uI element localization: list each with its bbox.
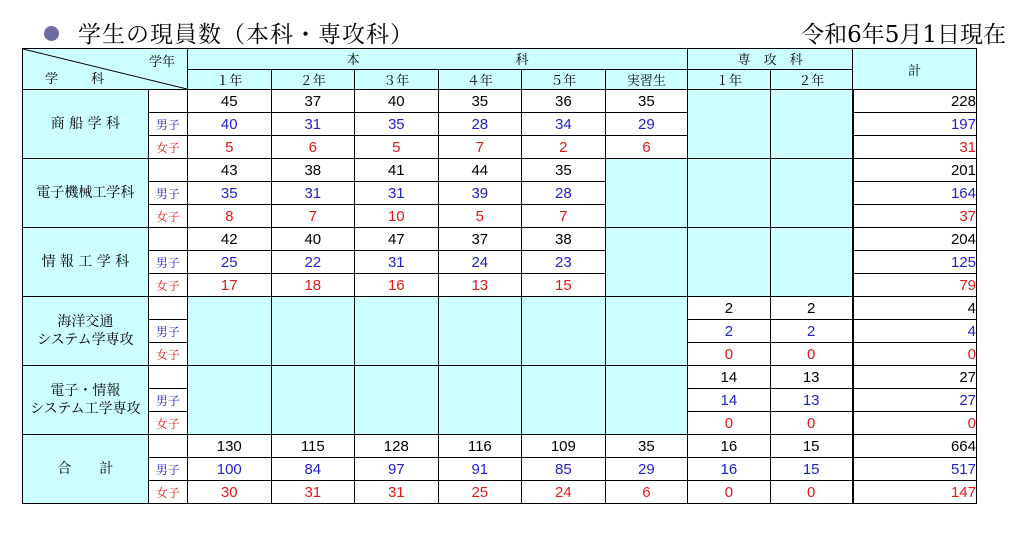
count-cell: 45: [188, 90, 272, 113]
department-name: [23, 297, 149, 366]
empty-cell: [522, 297, 606, 366]
table-row: [23, 481, 977, 504]
count-cell: 97: [355, 458, 439, 481]
count-cell: 24: [522, 481, 606, 504]
count-cell: 31: [355, 251, 439, 274]
col-header: １年: [188, 69, 272, 90]
table-row: [23, 458, 977, 481]
count-cell: 24: [438, 251, 522, 274]
count-cell: 116: [438, 435, 522, 458]
count-cell: 34: [522, 113, 606, 136]
total-cell: 204: [853, 228, 977, 251]
total-cell: 31: [853, 136, 977, 159]
count-cell: 37: [271, 90, 355, 113]
empty-cell: [770, 159, 853, 228]
count-cell: 42: [188, 228, 272, 251]
count-cell: 0: [688, 412, 771, 435]
count-cell: 31: [271, 481, 355, 504]
empty-cell: [271, 366, 355, 435]
department-name-line: 電子機械工学科: [36, 185, 135, 201]
count-cell: 7: [522, 205, 606, 228]
count-cell: 15: [770, 435, 853, 458]
department-name-line: システム工学専攻: [30, 401, 141, 417]
empty-cell: [770, 90, 853, 159]
department-name: [23, 90, 149, 159]
department-name: [23, 366, 149, 435]
count-cell: 2: [688, 320, 771, 343]
col-header: 実習生: [605, 69, 688, 90]
count-cell: 7: [271, 205, 355, 228]
count-cell: 6: [271, 136, 355, 159]
col-header: ４年: [438, 69, 522, 90]
department-name-line: 海洋交通: [57, 314, 114, 330]
count-cell: 109: [522, 435, 606, 458]
count-cell: 15: [770, 458, 853, 481]
table-body: [23, 90, 977, 504]
table-row: [23, 159, 977, 182]
count-cell: 14: [688, 366, 771, 389]
department-name: [23, 159, 149, 228]
sex-blank: [148, 297, 187, 320]
count-cell: 84: [271, 458, 355, 481]
empty-cell: [355, 366, 439, 435]
department-name-line: 電子・情報: [50, 383, 121, 399]
total-cell: 125: [853, 251, 977, 274]
table-row: [23, 228, 977, 251]
col-header: １年: [688, 69, 771, 90]
count-cell: 16: [688, 435, 771, 458]
count-cell: 0: [688, 343, 771, 366]
senkoka-header: 専 攻 科: [688, 49, 853, 70]
total-cell: 0: [853, 412, 977, 435]
department-name-line: 商 船 学 科: [50, 116, 121, 132]
count-cell: 31: [271, 113, 355, 136]
male-label: 男子: [148, 320, 187, 343]
empty-cell: [605, 228, 688, 297]
sex-blank: [148, 90, 187, 113]
count-cell: 6: [605, 481, 688, 504]
count-cell: 35: [438, 90, 522, 113]
count-cell: 10: [355, 205, 439, 228]
female-label: 女子: [148, 481, 187, 504]
col-header: ２年: [271, 69, 355, 90]
title-bar: [44, 16, 1014, 50]
bullet-icon: [44, 26, 59, 41]
corner-header: [23, 49, 188, 90]
total-cell: 27: [853, 389, 977, 412]
count-cell: 91: [438, 458, 522, 481]
count-cell: 40: [355, 90, 439, 113]
table-row: [23, 435, 977, 458]
female-label: 女子: [148, 343, 187, 366]
count-cell: 13: [770, 389, 853, 412]
female-label: 女子: [148, 136, 187, 159]
count-cell: 29: [605, 113, 688, 136]
count-cell: 5: [438, 205, 522, 228]
count-cell: 28: [438, 113, 522, 136]
total-cell: 164: [853, 182, 977, 205]
total-header: 計: [853, 49, 977, 90]
department-name: [23, 228, 149, 297]
count-cell: 130: [188, 435, 272, 458]
count-cell: 5: [355, 136, 439, 159]
empty-cell: [355, 297, 439, 366]
count-cell: 13: [438, 274, 522, 297]
male-label: 男子: [148, 389, 187, 412]
count-cell: 6: [605, 136, 688, 159]
female-label: 女子: [148, 205, 187, 228]
female-label: 女子: [148, 412, 187, 435]
count-cell: 0: [770, 343, 853, 366]
total-cell: 517: [853, 458, 977, 481]
empty-cell: [438, 366, 522, 435]
count-cell: 38: [522, 228, 606, 251]
count-cell: 31: [355, 182, 439, 205]
total-cell: 37: [853, 205, 977, 228]
count-cell: 35: [188, 182, 272, 205]
count-cell: 37: [438, 228, 522, 251]
table-row: [23, 366, 977, 389]
count-cell: 0: [688, 481, 771, 504]
count-cell: 35: [355, 113, 439, 136]
col-header: ３年: [355, 69, 439, 90]
count-cell: 18: [271, 274, 355, 297]
table-row: [23, 90, 977, 113]
count-cell: 17: [188, 274, 272, 297]
empty-cell: [688, 90, 771, 159]
empty-cell: [438, 297, 522, 366]
count-cell: 38: [271, 159, 355, 182]
department-name-line: 合 計: [57, 461, 114, 477]
female-label: 女子: [148, 274, 187, 297]
count-cell: 39: [438, 182, 522, 205]
count-cell: 115: [271, 435, 355, 458]
count-cell: 35: [522, 159, 606, 182]
empty-cell: [605, 366, 688, 435]
honka-header: 本 科: [188, 49, 688, 70]
count-cell: 25: [438, 481, 522, 504]
count-cell: 29: [605, 458, 688, 481]
total-cell: 79: [853, 274, 977, 297]
male-label: 男子: [148, 458, 187, 481]
count-cell: 28: [522, 182, 606, 205]
empty-cell: [188, 297, 272, 366]
empty-cell: [688, 228, 771, 297]
count-cell: 44: [438, 159, 522, 182]
count-cell: 30: [188, 481, 272, 504]
count-cell: 25: [188, 251, 272, 274]
male-label: 男子: [148, 251, 187, 274]
count-cell: 2: [770, 297, 853, 320]
total-cell: 228: [853, 90, 977, 113]
count-cell: 47: [355, 228, 439, 251]
count-cell: 14: [688, 389, 771, 412]
count-cell: 16: [355, 274, 439, 297]
count-cell: 36: [522, 90, 606, 113]
count-cell: 5: [188, 136, 272, 159]
sex-blank: [148, 228, 187, 251]
total-cell: 664: [853, 435, 977, 458]
count-cell: 7: [438, 136, 522, 159]
count-cell: 16: [688, 458, 771, 481]
count-cell: 40: [271, 228, 355, 251]
count-cell: 22: [271, 251, 355, 274]
count-cell: 128: [355, 435, 439, 458]
empty-cell: [770, 228, 853, 297]
corner-grade-label: 学年: [149, 55, 176, 70]
count-cell: 2: [522, 136, 606, 159]
male-label: 男子: [148, 113, 187, 136]
count-cell: 23: [522, 251, 606, 274]
total-cell: 0: [853, 343, 977, 366]
total-cell: 197: [853, 113, 977, 136]
as-of-date: 令和6年5月1日現在: [801, 22, 1006, 48]
count-cell: 13: [770, 366, 853, 389]
empty-cell: [605, 297, 688, 366]
count-cell: 2: [770, 320, 853, 343]
empty-cell: [605, 159, 688, 228]
department-name-line: 情 報 工 学 科: [41, 254, 130, 270]
total-cell: 4: [853, 320, 977, 343]
count-cell: 8: [188, 205, 272, 228]
department-name-line: システム学専攻: [37, 332, 134, 348]
department-name: [23, 435, 149, 504]
enrollment-table: [22, 48, 977, 504]
count-cell: 35: [605, 90, 688, 113]
count-cell: 31: [271, 182, 355, 205]
sex-blank: [148, 159, 187, 182]
empty-cell: [271, 297, 355, 366]
count-cell: 85: [522, 458, 606, 481]
empty-cell: [688, 159, 771, 228]
corner-dept-label: 学 科: [45, 72, 115, 87]
page-title: 学生の現員数（本科・専攻科）: [78, 22, 414, 48]
count-cell: 35: [605, 435, 688, 458]
count-cell: 2: [688, 297, 771, 320]
count-cell: 43: [188, 159, 272, 182]
count-cell: 40: [188, 113, 272, 136]
sex-blank: [148, 435, 187, 458]
male-label: 男子: [148, 182, 187, 205]
count-cell: 100: [188, 458, 272, 481]
total-cell: 147: [853, 481, 977, 504]
empty-cell: [188, 366, 272, 435]
count-cell: 0: [770, 412, 853, 435]
total-cell: 201: [853, 159, 977, 182]
total-cell: 27: [853, 366, 977, 389]
count-cell: 41: [355, 159, 439, 182]
count-cell: 0: [770, 481, 853, 504]
total-cell: 4: [853, 297, 977, 320]
table-row: [23, 297, 977, 320]
empty-cell: [522, 366, 606, 435]
count-cell: 31: [355, 481, 439, 504]
sex-blank: [148, 366, 187, 389]
count-cell: 15: [522, 274, 606, 297]
col-header: ５年: [522, 69, 606, 90]
col-header: ２年: [770, 69, 853, 90]
